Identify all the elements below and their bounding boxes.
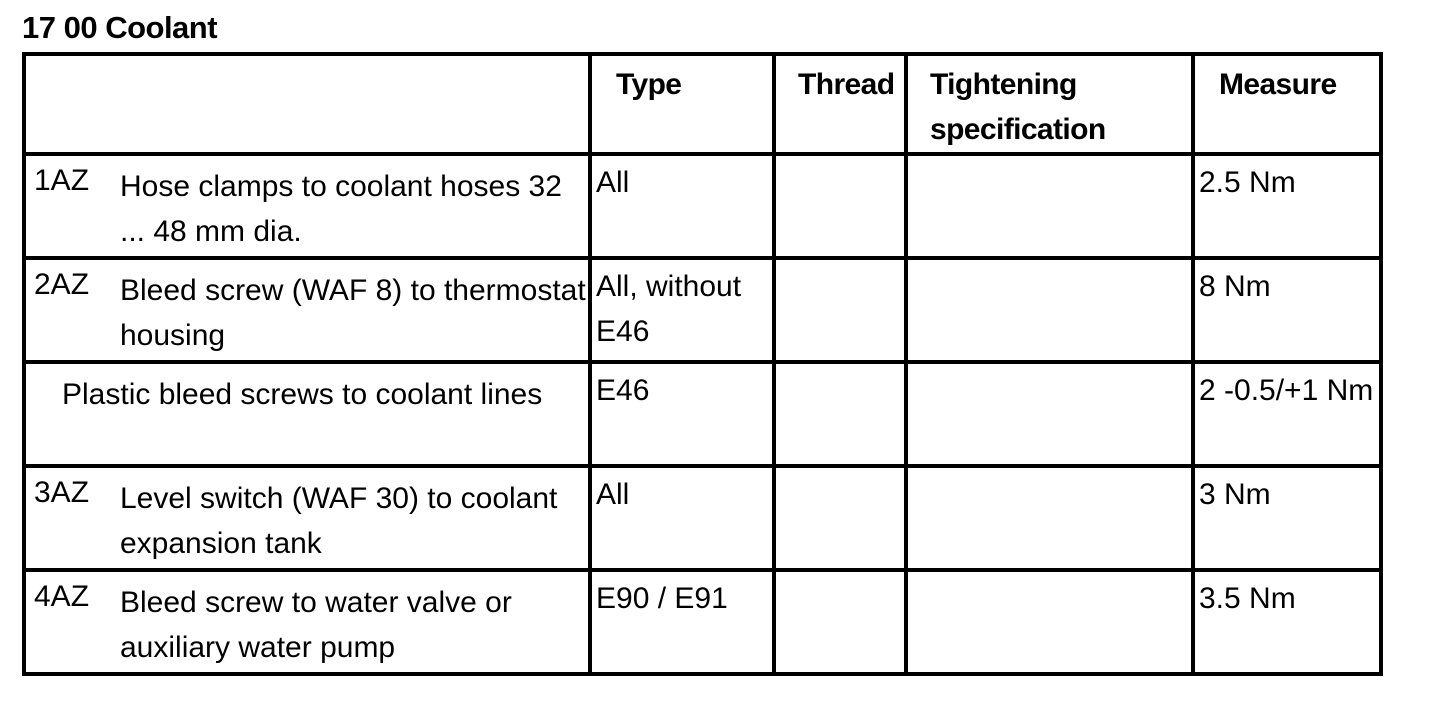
type-cell: All	[590, 154, 774, 258]
thread-cell	[774, 154, 906, 258]
description-cell	[24, 570, 590, 674]
header-measure: Measure	[1193, 54, 1381, 154]
measure-cell: 3.5 Nm	[1193, 570, 1381, 674]
measure-cell: 3 Nm	[1193, 466, 1381, 570]
description-cell	[24, 362, 590, 466]
type-cell: All, without E46	[590, 258, 774, 362]
type-cell: All	[590, 466, 774, 570]
tightening-cell	[906, 570, 1193, 674]
table-row	[24, 362, 1381, 466]
table-row	[24, 570, 1381, 674]
item-description: Hose clamps to coolant hoses 32 ... 48 mm dia.	[120, 170, 562, 248]
table-row	[24, 466, 1381, 570]
item-code: 2AZ	[34, 268, 90, 301]
header-description	[24, 54, 590, 154]
thread-cell	[774, 466, 906, 570]
item-description: Level switch (WAF 30) to coolant expansion tank	[120, 482, 558, 560]
measure-cell: 2 -0.5/+1 Nm	[1193, 362, 1381, 466]
item-code: 3AZ	[34, 476, 90, 509]
measure-cell: 8 Nm	[1193, 258, 1381, 362]
measure-cell: 2.5 Nm	[1193, 154, 1381, 258]
item-code: 1AZ	[34, 164, 90, 197]
tightening-cell	[906, 362, 1193, 466]
table-header-row	[24, 54, 1381, 154]
tightening-cell	[906, 466, 1193, 570]
tightening-cell	[906, 154, 1193, 258]
header-tightening: Tightening specification	[906, 54, 1193, 154]
header-thread: Thread	[774, 54, 906, 154]
description-cell	[24, 154, 590, 258]
item-code: 4AZ	[34, 580, 90, 613]
torque-spec-table	[22, 52, 1383, 676]
thread-cell	[774, 258, 906, 362]
tightening-cell	[906, 258, 1193, 362]
thread-cell	[774, 362, 906, 466]
type-cell: E90 / E91	[590, 570, 774, 674]
table-row	[24, 258, 1381, 362]
page-title: 17 00 Coolant	[22, 10, 218, 45]
item-description: Bleed screw to water valve or auxiliary water pump	[120, 586, 512, 664]
item-description: Plastic bleed screws to coolant lines	[62, 378, 543, 411]
thread-cell	[774, 570, 906, 674]
type-cell: E46	[590, 362, 774, 466]
item-description: Bleed screw (WAF 8) to thermostat housing	[120, 274, 586, 352]
description-cell	[24, 258, 590, 362]
description-cell	[24, 466, 590, 570]
header-type: Type	[590, 54, 774, 154]
table-row	[24, 154, 1381, 258]
